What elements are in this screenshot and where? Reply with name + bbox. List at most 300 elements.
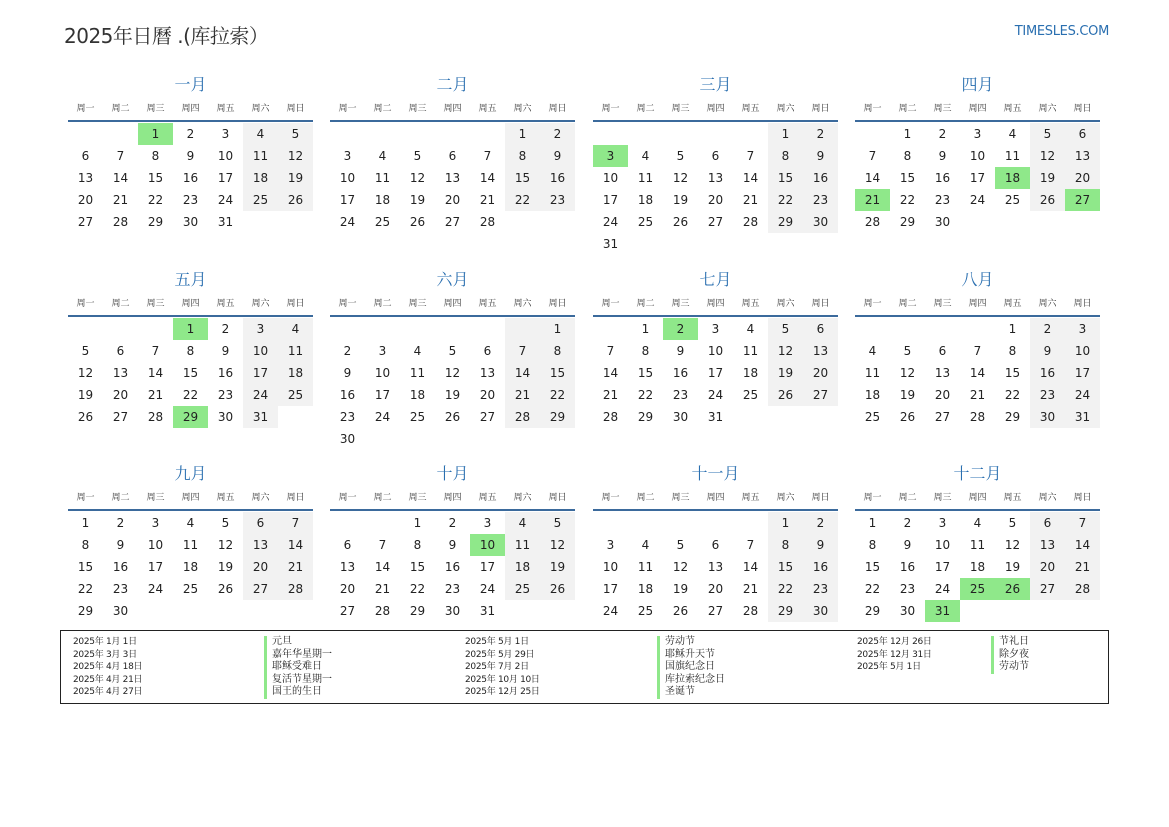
day-cell[interactable]: 16 bbox=[1030, 362, 1065, 384]
day-cell[interactable]: 10 bbox=[217, 149, 234, 163]
day-cell[interactable]: 2 bbox=[186, 127, 195, 141]
day-cell[interactable]: 7 bbox=[278, 512, 313, 534]
day-cell[interactable]: 11 bbox=[742, 344, 759, 358]
day-cell[interactable]: 15 bbox=[899, 171, 916, 185]
day-cell[interactable]: 1 bbox=[768, 123, 803, 145]
day-cell[interactable]: 31 bbox=[217, 215, 234, 229]
day-cell[interactable]: 21 bbox=[112, 193, 129, 207]
day-cell[interactable]: 5 bbox=[278, 123, 313, 145]
day-cell[interactable]: 12 bbox=[217, 538, 234, 552]
day-cell[interactable]: 23 bbox=[934, 193, 951, 207]
day-cell[interactable]: 28 bbox=[742, 604, 759, 618]
day-cell[interactable]: 29 bbox=[1004, 410, 1021, 424]
day-cell[interactable]: 9 bbox=[676, 344, 685, 358]
day-cell[interactable]: 28 bbox=[742, 215, 759, 229]
day-cell[interactable]: 21 bbox=[374, 582, 391, 596]
day-cell[interactable]: 14 bbox=[602, 366, 619, 380]
day-cell[interactable]: 3 bbox=[593, 145, 628, 167]
day-cell[interactable]: 13 bbox=[243, 534, 278, 556]
day-cell[interactable]: 3 bbox=[221, 127, 230, 141]
day-cell[interactable]: 15 bbox=[1004, 366, 1021, 380]
day-cell[interactable]: 7 bbox=[746, 538, 755, 552]
day-cell[interactable]: 29 bbox=[768, 600, 803, 622]
day-cell[interactable]: 28 bbox=[864, 215, 881, 229]
day-cell[interactable]: 27 bbox=[444, 215, 461, 229]
day-cell[interactable]: 8 bbox=[540, 340, 575, 362]
day-cell[interactable]: 9 bbox=[903, 538, 912, 552]
day-cell[interactable]: 30 bbox=[672, 410, 689, 424]
day-cell[interactable]: 7 bbox=[1065, 512, 1100, 534]
day-cell[interactable]: 23 bbox=[803, 189, 838, 211]
day-cell[interactable]: 16 bbox=[540, 167, 575, 189]
day-cell[interactable]: 5 bbox=[448, 344, 457, 358]
day-cell[interactable]: 14 bbox=[969, 366, 986, 380]
day-cell[interactable]: 3 bbox=[606, 538, 615, 552]
day-cell[interactable]: 5 bbox=[676, 538, 685, 552]
day-cell[interactable]: 11 bbox=[182, 538, 199, 552]
day-cell[interactable]: 2 bbox=[938, 127, 947, 141]
day-cell[interactable]: 1 bbox=[505, 123, 540, 145]
day-cell[interactable]: 8 bbox=[505, 145, 540, 167]
day-cell[interactable]: 7 bbox=[378, 538, 387, 552]
day-cell[interactable]: 29 bbox=[540, 406, 575, 428]
day-cell[interactable]: 26 bbox=[672, 215, 689, 229]
day-cell[interactable]: 17 bbox=[479, 560, 496, 574]
day-cell[interactable]: 17 bbox=[934, 560, 951, 574]
day-cell[interactable]: 8 bbox=[768, 145, 803, 167]
day-cell[interactable]: 26 bbox=[444, 410, 461, 424]
day-cell[interactable]: 11 bbox=[278, 340, 313, 362]
day-cell[interactable]: 6 bbox=[1065, 123, 1100, 145]
day-cell[interactable]: 12 bbox=[768, 340, 803, 362]
day-cell[interactable]: 19 bbox=[444, 388, 461, 402]
day-cell[interactable]: 21 bbox=[479, 193, 496, 207]
day-cell[interactable]: 9 bbox=[221, 344, 230, 358]
day-cell[interactable]: 12 bbox=[899, 366, 916, 380]
day-cell[interactable]: 16 bbox=[803, 556, 838, 578]
day-cell[interactable]: 14 bbox=[1065, 534, 1100, 556]
day-cell[interactable]: 13 bbox=[707, 171, 724, 185]
day-cell[interactable]: 13 bbox=[444, 171, 461, 185]
day-cell[interactable]: 27 bbox=[707, 215, 724, 229]
day-cell[interactable]: 13 bbox=[1030, 534, 1065, 556]
day-cell[interactable]: 14 bbox=[112, 171, 129, 185]
day-cell[interactable]: 24 bbox=[707, 388, 724, 402]
day-cell[interactable]: 10 bbox=[1065, 340, 1100, 362]
day-cell[interactable]: 2 bbox=[903, 516, 912, 530]
day-cell[interactable]: 12 bbox=[540, 534, 575, 556]
day-cell[interactable]: 28 bbox=[602, 410, 619, 424]
day-cell[interactable]: 16 bbox=[934, 171, 951, 185]
day-cell[interactable]: 21 bbox=[855, 189, 890, 211]
day-cell[interactable]: 3 bbox=[151, 516, 160, 530]
day-cell[interactable]: 9 bbox=[803, 145, 838, 167]
day-cell[interactable]: 4 bbox=[413, 344, 422, 358]
day-cell[interactable]: 26 bbox=[1030, 189, 1065, 211]
day-cell[interactable]: 16 bbox=[112, 560, 129, 574]
day-cell[interactable]: 11 bbox=[637, 560, 654, 574]
day-cell[interactable]: 29 bbox=[409, 604, 426, 618]
day-cell[interactable]: 3 bbox=[938, 516, 947, 530]
day-cell[interactable]: 16 bbox=[182, 171, 199, 185]
day-cell[interactable]: 5 bbox=[1030, 123, 1065, 145]
day-cell[interactable]: 12 bbox=[1030, 145, 1065, 167]
day-cell[interactable]: 28 bbox=[278, 578, 313, 600]
day-cell[interactable]: 20 bbox=[934, 388, 951, 402]
day-cell[interactable]: 20 bbox=[707, 582, 724, 596]
day-cell[interactable]: 1 bbox=[173, 318, 208, 340]
day-cell[interactable]: 16 bbox=[339, 388, 356, 402]
day-cell[interactable]: 4 bbox=[243, 123, 278, 145]
day-cell[interactable]: 8 bbox=[81, 538, 90, 552]
day-cell[interactable]: 4 bbox=[868, 344, 877, 358]
day-cell[interactable]: 9 bbox=[186, 149, 195, 163]
day-cell[interactable]: 5 bbox=[413, 149, 422, 163]
day-cell[interactable]: 22 bbox=[409, 582, 426, 596]
day-cell[interactable]: 1 bbox=[868, 516, 877, 530]
day-cell[interactable]: 20 bbox=[339, 582, 356, 596]
day-cell[interactable]: 22 bbox=[864, 582, 881, 596]
day-cell[interactable]: 26 bbox=[77, 410, 94, 424]
day-cell[interactable]: 6 bbox=[343, 538, 352, 552]
day-cell[interactable]: 11 bbox=[505, 534, 540, 556]
day-cell[interactable]: 3 bbox=[973, 127, 982, 141]
day-cell[interactable]: 20 bbox=[1030, 556, 1065, 578]
day-cell[interactable]: 4 bbox=[1008, 127, 1017, 141]
day-cell[interactable]: 15 bbox=[637, 366, 654, 380]
day-cell[interactable]: 3 bbox=[483, 516, 492, 530]
day-cell[interactable]: 29 bbox=[768, 211, 803, 233]
day-cell[interactable]: 7 bbox=[505, 340, 540, 362]
day-cell[interactable]: 18 bbox=[742, 366, 759, 380]
day-cell[interactable]: 16 bbox=[803, 167, 838, 189]
day-cell[interactable]: 8 bbox=[186, 344, 195, 358]
day-cell[interactable]: 22 bbox=[899, 193, 916, 207]
day-cell[interactable]: 9 bbox=[803, 534, 838, 556]
day-cell[interactable]: 25 bbox=[374, 215, 391, 229]
day-cell[interactable]: 18 bbox=[243, 167, 278, 189]
day-cell[interactable]: 1 bbox=[138, 123, 173, 145]
day-cell[interactable]: 18 bbox=[995, 167, 1030, 189]
day-cell[interactable]: 21 bbox=[969, 388, 986, 402]
day-cell[interactable]: 19 bbox=[768, 362, 803, 384]
day-cell[interactable]: 23 bbox=[444, 582, 461, 596]
day-cell[interactable]: 29 bbox=[173, 406, 208, 428]
day-cell[interactable]: 23 bbox=[540, 189, 575, 211]
day-cell[interactable]: 19 bbox=[540, 556, 575, 578]
day-cell[interactable]: 17 bbox=[969, 171, 986, 185]
day-cell[interactable]: 16 bbox=[444, 560, 461, 574]
day-cell[interactable]: 19 bbox=[1004, 560, 1021, 574]
day-cell[interactable]: 10 bbox=[470, 534, 505, 556]
day-cell[interactable]: 10 bbox=[374, 366, 391, 380]
day-cell[interactable]: 15 bbox=[147, 171, 164, 185]
day-cell[interactable]: 13 bbox=[1065, 145, 1100, 167]
day-cell[interactable]: 2 bbox=[803, 123, 838, 145]
day-cell[interactable]: 20 bbox=[1065, 167, 1100, 189]
day-cell[interactable]: 18 bbox=[182, 560, 199, 574]
day-cell[interactable]: 6 bbox=[1030, 512, 1065, 534]
day-cell[interactable]: 7 bbox=[151, 344, 160, 358]
day-cell[interactable]: 7 bbox=[746, 149, 755, 163]
day-cell[interactable]: 22 bbox=[182, 388, 199, 402]
day-cell[interactable]: 12 bbox=[444, 366, 461, 380]
day-cell[interactable]: 30 bbox=[803, 211, 838, 233]
day-cell[interactable]: 17 bbox=[217, 171, 234, 185]
day-cell[interactable]: 5 bbox=[768, 318, 803, 340]
day-cell[interactable]: 2 bbox=[448, 516, 457, 530]
day-cell[interactable]: 27 bbox=[479, 410, 496, 424]
day-cell[interactable]: 23 bbox=[672, 388, 689, 402]
day-cell[interactable]: 22 bbox=[77, 582, 94, 596]
day-cell[interactable]: 19 bbox=[672, 193, 689, 207]
day-cell[interactable]: 25 bbox=[243, 189, 278, 211]
day-cell[interactable]: 7 bbox=[483, 149, 492, 163]
day-cell[interactable]: 19 bbox=[409, 193, 426, 207]
day-cell[interactable]: 28 bbox=[969, 410, 986, 424]
day-cell[interactable]: 1 bbox=[540, 318, 575, 340]
day-cell[interactable]: 11 bbox=[409, 366, 426, 380]
day-cell[interactable]: 21 bbox=[742, 582, 759, 596]
day-cell[interactable]: 16 bbox=[217, 366, 234, 380]
day-cell[interactable]: 10 bbox=[602, 171, 619, 185]
day-cell[interactable]: 18 bbox=[409, 388, 426, 402]
day-cell[interactable]: 14 bbox=[742, 560, 759, 574]
day-cell[interactable]: 22 bbox=[1004, 388, 1021, 402]
day-cell[interactable]: 7 bbox=[868, 149, 877, 163]
day-cell[interactable]: 6 bbox=[938, 344, 947, 358]
day-cell[interactable]: 22 bbox=[768, 189, 803, 211]
day-cell[interactable]: 19 bbox=[77, 388, 94, 402]
day-cell[interactable]: 18 bbox=[864, 388, 881, 402]
day-cell[interactable]: 29 bbox=[77, 604, 94, 618]
day-cell[interactable]: 29 bbox=[147, 215, 164, 229]
day-cell[interactable]: 28 bbox=[374, 604, 391, 618]
day-cell[interactable]: 10 bbox=[243, 340, 278, 362]
day-cell[interactable]: 30 bbox=[444, 604, 461, 618]
day-cell[interactable]: 6 bbox=[803, 318, 838, 340]
day-cell[interactable]: 25 bbox=[505, 578, 540, 600]
day-cell[interactable]: 11 bbox=[637, 171, 654, 185]
day-cell[interactable]: 19 bbox=[899, 388, 916, 402]
day-cell[interactable]: 25 bbox=[182, 582, 199, 596]
day-cell[interactable]: 14 bbox=[479, 171, 496, 185]
day-cell[interactable]: 20 bbox=[479, 388, 496, 402]
day-cell[interactable]: 25 bbox=[637, 604, 654, 618]
day-cell[interactable]: 10 bbox=[147, 538, 164, 552]
day-cell[interactable]: 8 bbox=[1008, 344, 1017, 358]
day-cell[interactable]: 11 bbox=[969, 538, 986, 552]
day-cell[interactable]: 25 bbox=[742, 388, 759, 402]
day-cell[interactable]: 7 bbox=[973, 344, 982, 358]
day-cell[interactable]: 13 bbox=[112, 366, 129, 380]
day-cell[interactable]: 29 bbox=[899, 215, 916, 229]
day-cell[interactable]: 5 bbox=[221, 516, 230, 530]
day-cell[interactable]: 11 bbox=[374, 171, 391, 185]
day-cell[interactable]: 5 bbox=[903, 344, 912, 358]
day-cell[interactable]: 17 bbox=[339, 193, 356, 207]
day-cell[interactable]: 9 bbox=[448, 538, 457, 552]
day-cell[interactable]: 27 bbox=[707, 604, 724, 618]
day-cell[interactable]: 25 bbox=[864, 410, 881, 424]
day-cell[interactable]: 3 bbox=[343, 149, 352, 163]
day-cell[interactable]: 25 bbox=[1004, 193, 1021, 207]
day-cell[interactable]: 6 bbox=[448, 149, 457, 163]
day-cell[interactable]: 23 bbox=[1030, 384, 1065, 406]
day-cell[interactable]: 15 bbox=[409, 560, 426, 574]
day-cell[interactable]: 23 bbox=[112, 582, 129, 596]
day-cell[interactable]: 17 bbox=[602, 193, 619, 207]
day-cell[interactable]: 17 bbox=[147, 560, 164, 574]
day-cell[interactable]: 24 bbox=[934, 582, 951, 596]
day-cell[interactable]: 7 bbox=[606, 344, 615, 358]
day-cell[interactable]: 1 bbox=[641, 322, 650, 336]
day-cell[interactable]: 10 bbox=[934, 538, 951, 552]
day-cell[interactable]: 18 bbox=[374, 193, 391, 207]
day-cell[interactable]: 26 bbox=[768, 384, 803, 406]
day-cell[interactable]: 24 bbox=[602, 215, 619, 229]
day-cell[interactable]: 31 bbox=[1065, 406, 1100, 428]
day-cell[interactable]: 25 bbox=[637, 215, 654, 229]
day-cell[interactable]: 30 bbox=[1030, 406, 1065, 428]
day-cell[interactable]: 24 bbox=[243, 384, 278, 406]
day-cell[interactable]: 25 bbox=[278, 384, 313, 406]
day-cell[interactable]: 2 bbox=[663, 318, 698, 340]
day-cell[interactable]: 12 bbox=[278, 145, 313, 167]
day-cell[interactable]: 22 bbox=[147, 193, 164, 207]
day-cell[interactable]: 1 bbox=[903, 127, 912, 141]
day-cell[interactable]: 27 bbox=[77, 215, 94, 229]
day-cell[interactable]: 15 bbox=[77, 560, 94, 574]
day-cell[interactable]: 27 bbox=[934, 410, 951, 424]
day-cell[interactable]: 14 bbox=[742, 171, 759, 185]
day-cell[interactable]: 26 bbox=[217, 582, 234, 596]
day-cell[interactable]: 12 bbox=[77, 366, 94, 380]
day-cell[interactable]: 30 bbox=[339, 432, 356, 446]
day-cell[interactable]: 14 bbox=[147, 366, 164, 380]
day-cell[interactable]: 5 bbox=[676, 149, 685, 163]
day-cell[interactable]: 14 bbox=[374, 560, 391, 574]
day-cell[interactable]: 22 bbox=[637, 388, 654, 402]
day-cell[interactable]: 21 bbox=[602, 388, 619, 402]
day-cell[interactable]: 14 bbox=[505, 362, 540, 384]
day-cell[interactable]: 1 bbox=[413, 516, 422, 530]
site-link[interactable]: TIMESLES.COM bbox=[1014, 24, 1109, 39]
day-cell[interactable]: 15 bbox=[768, 167, 803, 189]
day-cell[interactable]: 19 bbox=[1030, 167, 1065, 189]
day-cell[interactable]: 22 bbox=[768, 578, 803, 600]
day-cell[interactable]: 2 bbox=[116, 516, 125, 530]
day-cell[interactable]: 7 bbox=[116, 149, 125, 163]
day-cell[interactable]: 26 bbox=[540, 578, 575, 600]
day-cell[interactable]: 27 bbox=[803, 384, 838, 406]
day-cell[interactable]: 4 bbox=[746, 322, 755, 336]
day-cell[interactable]: 28 bbox=[479, 215, 496, 229]
day-cell[interactable]: 2 bbox=[343, 344, 352, 358]
day-cell[interactable]: 31 bbox=[243, 406, 278, 428]
day-cell[interactable]: 6 bbox=[116, 344, 125, 358]
day-cell[interactable]: 20 bbox=[243, 556, 278, 578]
day-cell[interactable]: 18 bbox=[637, 582, 654, 596]
day-cell[interactable]: 28 bbox=[147, 410, 164, 424]
day-cell[interactable]: 9 bbox=[1030, 340, 1065, 362]
day-cell[interactable]: 11 bbox=[243, 145, 278, 167]
day-cell[interactable]: 6 bbox=[81, 149, 90, 163]
day-cell[interactable]: 1 bbox=[81, 516, 90, 530]
day-cell[interactable]: 5 bbox=[540, 512, 575, 534]
day-cell[interactable]: 27 bbox=[243, 578, 278, 600]
day-cell[interactable]: 4 bbox=[641, 149, 650, 163]
day-cell[interactable]: 12 bbox=[672, 171, 689, 185]
day-cell[interactable]: 2 bbox=[540, 123, 575, 145]
day-cell[interactable]: 2 bbox=[221, 322, 230, 336]
day-cell[interactable]: 6 bbox=[243, 512, 278, 534]
day-cell[interactable]: 19 bbox=[217, 560, 234, 574]
day-cell[interactable]: 30 bbox=[934, 215, 951, 229]
day-cell[interactable]: 26 bbox=[672, 604, 689, 618]
day-cell[interactable]: 22 bbox=[505, 189, 540, 211]
day-cell[interactable]: 10 bbox=[707, 344, 724, 358]
day-cell[interactable]: 31 bbox=[479, 604, 496, 618]
day-cell[interactable]: 24 bbox=[602, 604, 619, 618]
day-cell[interactable]: 11 bbox=[1004, 149, 1021, 163]
day-cell[interactable]: 30 bbox=[803, 600, 838, 622]
day-cell[interactable]: 12 bbox=[672, 560, 689, 574]
day-cell[interactable]: 26 bbox=[899, 410, 916, 424]
day-cell[interactable]: 3 bbox=[711, 322, 720, 336]
day-cell[interactable]: 1 bbox=[1008, 322, 1017, 336]
day-cell[interactable]: 30 bbox=[217, 410, 234, 424]
day-cell[interactable]: 3 bbox=[243, 318, 278, 340]
day-cell[interactable]: 13 bbox=[707, 560, 724, 574]
day-cell[interactable]: 26 bbox=[995, 578, 1030, 600]
day-cell[interactable]: 21 bbox=[742, 193, 759, 207]
day-cell[interactable]: 12 bbox=[1004, 538, 1021, 552]
day-cell[interactable]: 19 bbox=[278, 167, 313, 189]
day-cell[interactable]: 9 bbox=[938, 149, 947, 163]
day-cell[interactable]: 24 bbox=[339, 215, 356, 229]
day-cell[interactable]: 24 bbox=[479, 582, 496, 596]
day-cell[interactable]: 8 bbox=[903, 149, 912, 163]
day-cell[interactable]: 13 bbox=[803, 340, 838, 362]
day-cell[interactable]: 26 bbox=[278, 189, 313, 211]
day-cell[interactable]: 27 bbox=[112, 410, 129, 424]
day-cell[interactable]: 2 bbox=[803, 512, 838, 534]
day-cell[interactable]: 8 bbox=[641, 344, 650, 358]
day-cell[interactable]: 18 bbox=[969, 560, 986, 574]
day-cell[interactable]: 24 bbox=[374, 410, 391, 424]
day-cell[interactable]: 17 bbox=[243, 362, 278, 384]
day-cell[interactable]: 8 bbox=[868, 538, 877, 552]
day-cell[interactable]: 5 bbox=[1008, 516, 1017, 530]
day-cell[interactable]: 10 bbox=[969, 149, 986, 163]
day-cell[interactable]: 23 bbox=[899, 582, 916, 596]
day-cell[interactable]: 15 bbox=[768, 556, 803, 578]
day-cell[interactable]: 6 bbox=[711, 149, 720, 163]
day-cell[interactable]: 16 bbox=[899, 560, 916, 574]
day-cell[interactable]: 23 bbox=[182, 193, 199, 207]
day-cell[interactable]: 13 bbox=[339, 560, 356, 574]
day-cell[interactable]: 21 bbox=[147, 388, 164, 402]
day-cell[interactable]: 31 bbox=[707, 410, 724, 424]
day-cell[interactable]: 9 bbox=[540, 145, 575, 167]
day-cell[interactable]: 18 bbox=[505, 556, 540, 578]
day-cell[interactable]: 20 bbox=[77, 193, 94, 207]
day-cell[interactable]: 21 bbox=[1065, 556, 1100, 578]
day-cell[interactable]: 13 bbox=[77, 171, 94, 185]
day-cell[interactable]: 29 bbox=[864, 604, 881, 618]
day-cell[interactable]: 29 bbox=[637, 410, 654, 424]
